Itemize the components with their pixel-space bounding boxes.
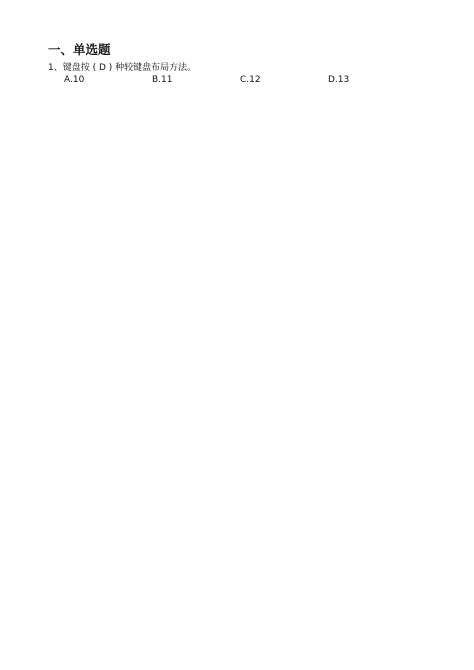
section-title: 一、单选题 — [48, 42, 111, 57]
question-text: 1、键盘按 ( D ) 种较键盘布局方法。 — [48, 63, 197, 73]
option-a: A.10 — [64, 75, 85, 85]
answer-options — [48, 74, 432, 86]
option-d: D.13 — [328, 75, 350, 85]
option-b: B.11 — [152, 75, 173, 85]
option-c: C.12 — [240, 75, 261, 85]
